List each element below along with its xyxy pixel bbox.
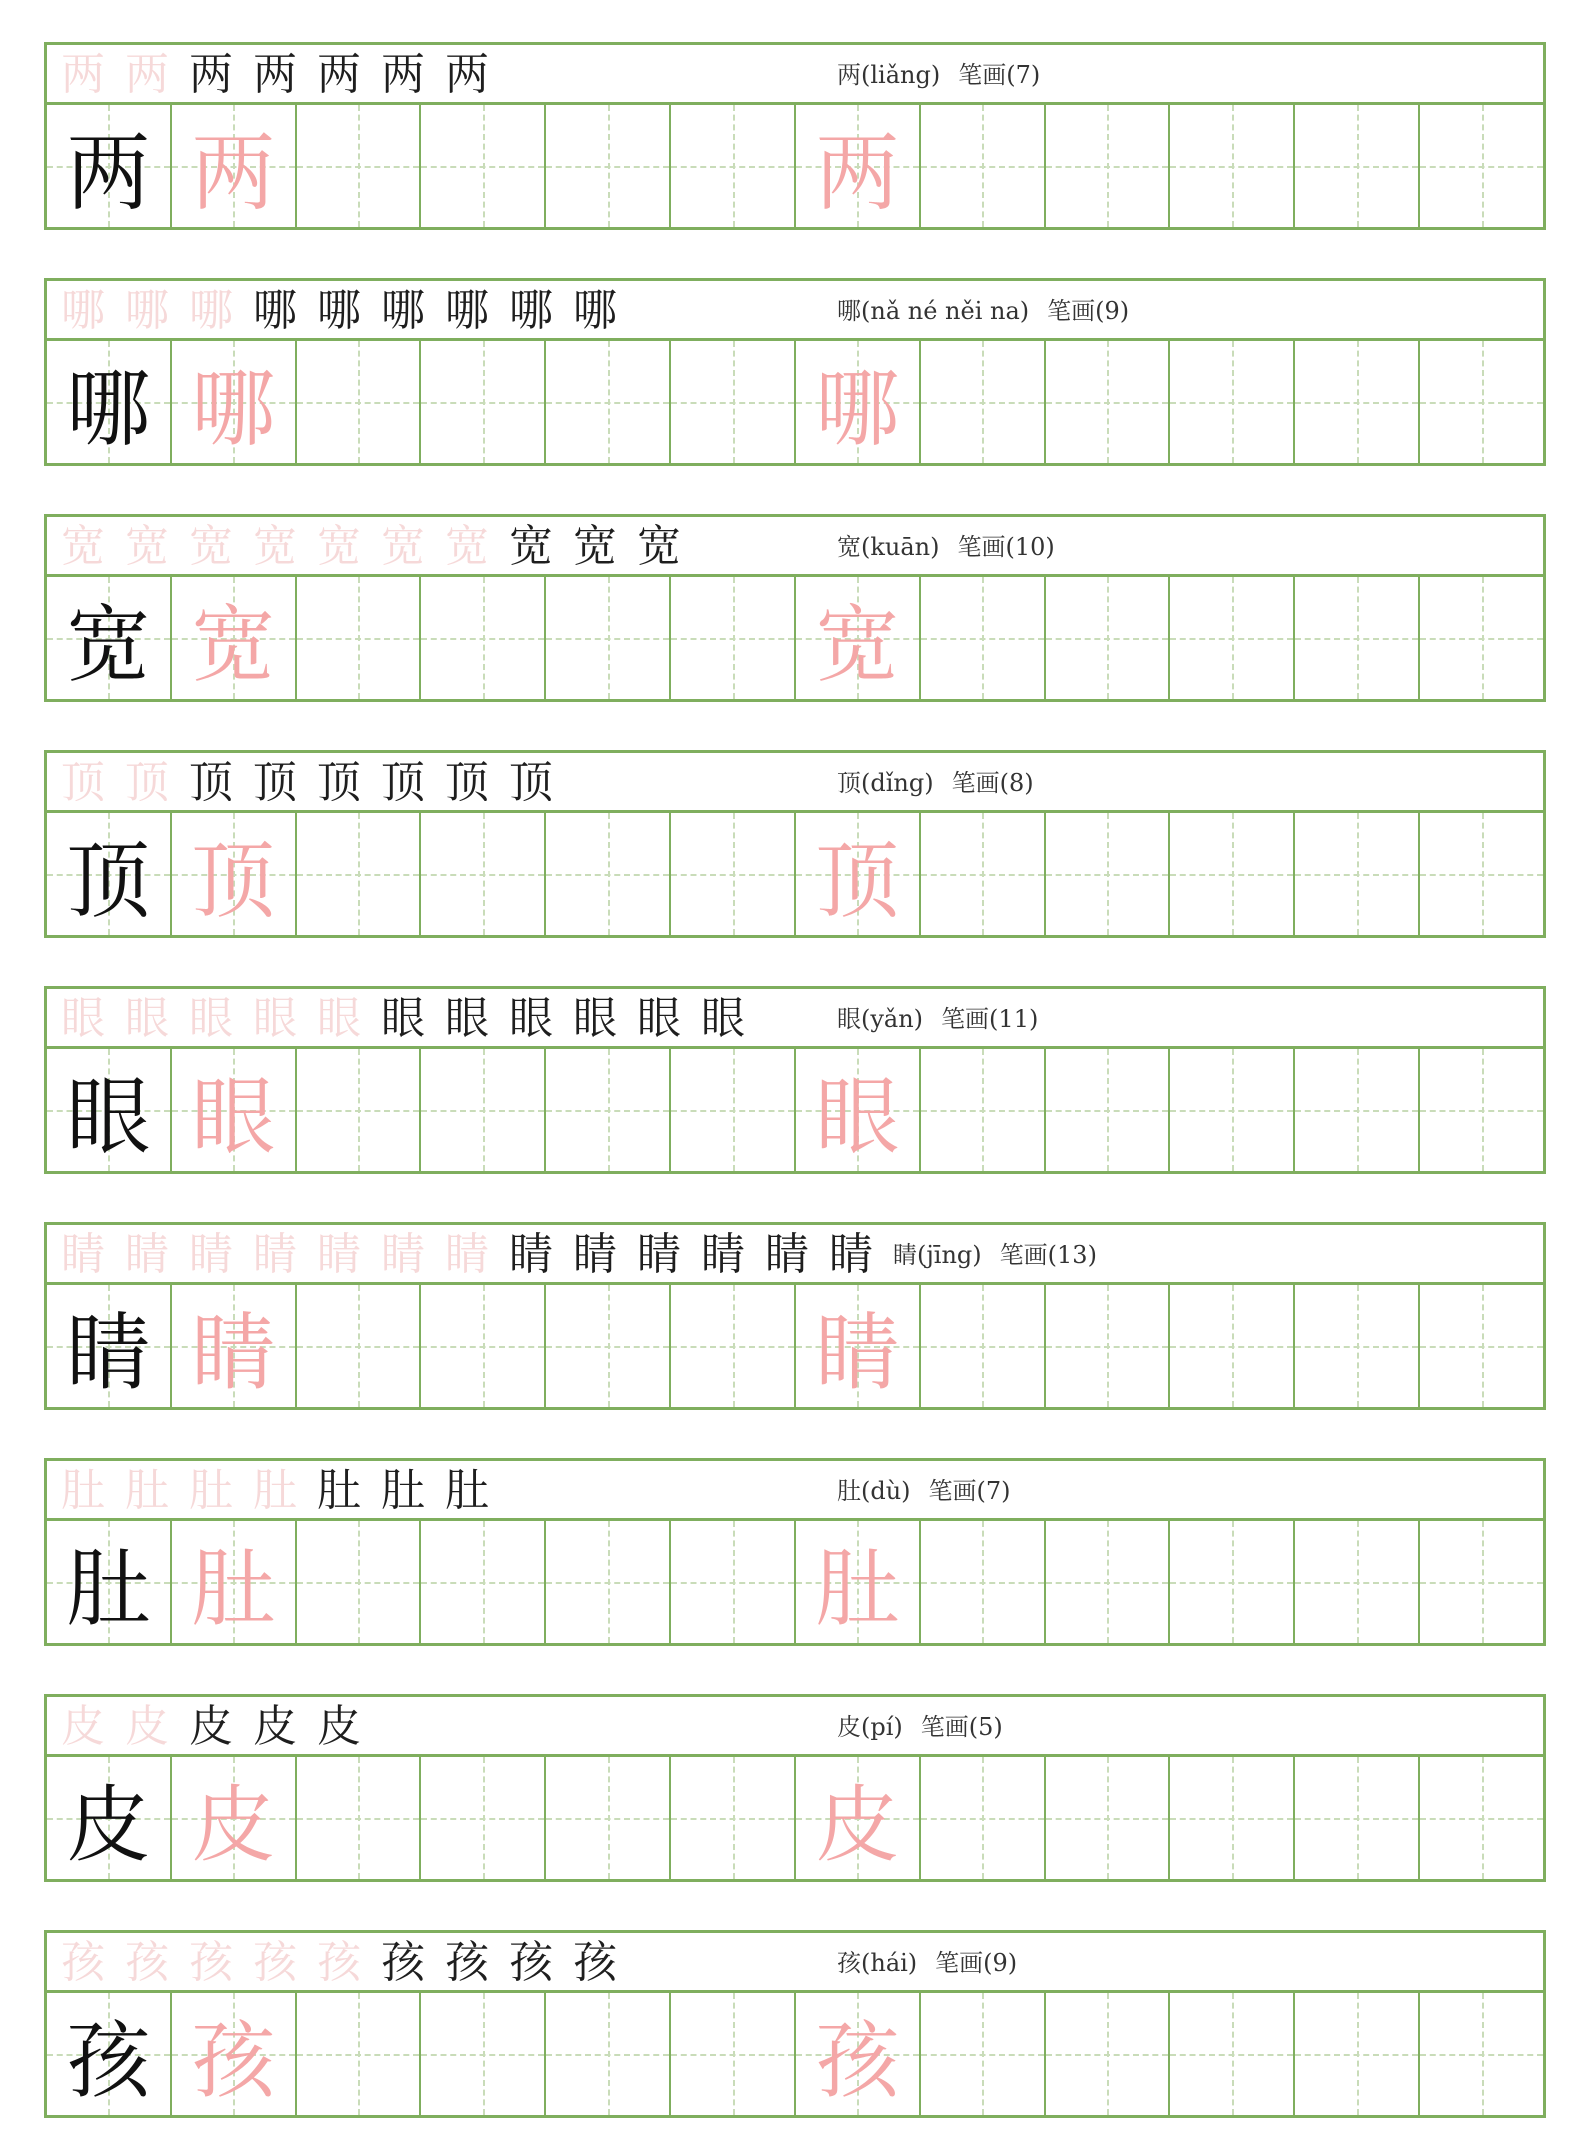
- stroke-step-char: 顶: [253, 757, 297, 808]
- stroke-step-char: 睛: [509, 1229, 553, 1280]
- empty-cell: [1420, 1993, 1543, 2115]
- stroke-step-char: 哪: [317, 285, 361, 336]
- empty-cell: [546, 1285, 671, 1407]
- char-block-7: [44, 1458, 1546, 1646]
- stroke-count-label: 笔画(11): [941, 1005, 1039, 1033]
- empty-cell: [421, 577, 546, 699]
- char-info: [837, 1943, 1017, 1983]
- empty-cell: [671, 1285, 796, 1407]
- stroke-step-char: 眼: [445, 993, 489, 1044]
- empty-cell: [1170, 1993, 1295, 2115]
- stroke-ghost-char: 眼: [125, 993, 169, 1044]
- trace-char: 睛: [191, 1303, 276, 1402]
- trace-cell: [796, 1993, 921, 2115]
- char-info: [893, 1235, 1097, 1275]
- stroke-step-char: 两: [317, 49, 361, 100]
- stroke-step-char: 肚: [381, 1465, 425, 1516]
- empty-cell: [671, 1993, 796, 2115]
- empty-cell: [297, 1049, 422, 1171]
- empty-cell: [297, 577, 422, 699]
- char-block-6: [44, 1222, 1546, 1410]
- stroke-order: [61, 1229, 879, 1281]
- stroke-step-char: 肚: [317, 1465, 361, 1516]
- stroke-ghost-char: 顶: [61, 757, 105, 808]
- empty-cell: [1046, 1285, 1171, 1407]
- trace-char: 眼: [191, 1067, 276, 1166]
- model-cell: [47, 1049, 172, 1171]
- empty-cell: [921, 1521, 1046, 1643]
- practice-grid: [47, 813, 1543, 935]
- model-char: 肚: [66, 1539, 151, 1638]
- model-cell: [47, 341, 172, 463]
- stroke-step-char: 两: [445, 49, 489, 100]
- stroke-step-char: 孩: [381, 1937, 425, 1988]
- empty-cell: [297, 813, 422, 935]
- stroke-ghost-char: 孩: [253, 1937, 297, 1988]
- stroke-ghost-char: 眼: [61, 993, 105, 1044]
- stroke-step-char: 孩: [509, 1937, 553, 1988]
- empty-cell: [1046, 341, 1171, 463]
- trace-cell: [172, 577, 297, 699]
- pinyin-label: 睛(jīng): [893, 1241, 982, 1269]
- empty-cell: [546, 813, 671, 935]
- char-block-1: [44, 42, 1546, 230]
- stroke-ghost-char: 哪: [61, 285, 105, 336]
- empty-cell: [421, 813, 546, 935]
- char-info: [837, 1707, 1003, 1747]
- stroke-ghost-char: 眼: [189, 993, 233, 1044]
- stroke-step-char: 皮: [189, 1701, 233, 1752]
- stroke-step-char: 两: [253, 49, 297, 100]
- empty-cell: [1170, 1049, 1295, 1171]
- empty-cell: [1295, 341, 1420, 463]
- empty-cell: [1295, 1521, 1420, 1643]
- empty-cell: [297, 1993, 422, 2115]
- stroke-ghost-char: 哪: [125, 285, 169, 336]
- trace-char: 肚: [191, 1539, 276, 1638]
- empty-cell: [921, 1285, 1046, 1407]
- stroke-step-char: 眼: [381, 993, 425, 1044]
- stroke-count-label: 笔画(7): [928, 1477, 1011, 1505]
- empty-cell: [1295, 1049, 1420, 1171]
- char-info: [837, 55, 1040, 95]
- empty-cell: [421, 1049, 546, 1171]
- stroke-ghost-char: 宽: [317, 521, 361, 572]
- model-char: 宽: [66, 595, 151, 694]
- stroke-step-char: 哪: [381, 285, 425, 336]
- empty-cell: [1046, 1049, 1171, 1171]
- char-header: [47, 517, 1543, 577]
- stroke-step-char: 孩: [445, 1937, 489, 1988]
- trace-char: 两: [191, 123, 276, 222]
- stroke-step-char: 睛: [765, 1229, 809, 1280]
- char-info: [837, 1471, 1011, 1511]
- stroke-step-char: 两: [381, 49, 425, 100]
- empty-cell: [546, 1049, 671, 1171]
- stroke-step-char: 睛: [829, 1229, 873, 1280]
- trace-cell: [796, 1757, 921, 1879]
- model-char: 两: [66, 123, 151, 222]
- empty-cell: [921, 1757, 1046, 1879]
- stroke-count-label: 笔画(8): [951, 769, 1034, 797]
- empty-cell: [1420, 813, 1543, 935]
- stroke-ghost-char: 孩: [317, 1937, 361, 1988]
- trace-char: 哪: [815, 359, 900, 458]
- trace-char: 孩: [191, 2011, 276, 2110]
- char-header: [47, 1225, 1543, 1285]
- empty-cell: [1295, 1285, 1420, 1407]
- char-info: [837, 291, 1129, 331]
- stroke-count-label: 笔画(7): [958, 61, 1041, 89]
- stroke-step-char: 皮: [253, 1701, 297, 1752]
- empty-cell: [546, 1757, 671, 1879]
- empty-cell: [671, 105, 796, 227]
- trace-char: 宽: [815, 595, 900, 694]
- stroke-ghost-char: 皮: [61, 1701, 105, 1752]
- empty-cell: [1295, 1993, 1420, 2115]
- stroke-order: [61, 1701, 367, 1753]
- pinyin-label: 顶(dǐng): [837, 769, 934, 797]
- empty-cell: [921, 341, 1046, 463]
- trace-cell: [796, 1521, 921, 1643]
- empty-cell: [1295, 577, 1420, 699]
- empty-cell: [546, 341, 671, 463]
- empty-cell: [1295, 813, 1420, 935]
- empty-cell: [1295, 1757, 1420, 1879]
- practice-grid: [47, 1049, 1543, 1171]
- trace-cell: [172, 1049, 297, 1171]
- stroke-ghost-char: 眼: [253, 993, 297, 1044]
- stroke-step-char: 顶: [189, 757, 233, 808]
- pinyin-label: 宽(kuān): [837, 533, 940, 561]
- trace-char: 睛: [815, 1303, 900, 1402]
- model-char: 孩: [66, 2011, 151, 2110]
- empty-cell: [671, 813, 796, 935]
- stroke-step-char: 哪: [445, 285, 489, 336]
- trace-cell: [172, 1521, 297, 1643]
- practice-grid: [47, 105, 1543, 227]
- model-char: 睛: [66, 1303, 151, 1402]
- trace-cell: [172, 1993, 297, 2115]
- empty-cell: [921, 1993, 1046, 2115]
- stroke-ghost-char: 睛: [125, 1229, 169, 1280]
- empty-cell: [1046, 1993, 1171, 2115]
- stroke-ghost-char: 睛: [61, 1229, 105, 1280]
- empty-cell: [671, 577, 796, 699]
- trace-cell: [796, 105, 921, 227]
- char-block-2: [44, 278, 1546, 466]
- trace-char: 两: [815, 123, 900, 222]
- char-header: [47, 753, 1543, 813]
- stroke-step-char: 顶: [445, 757, 489, 808]
- char-header: [47, 1933, 1543, 1993]
- empty-cell: [1170, 341, 1295, 463]
- empty-cell: [546, 1521, 671, 1643]
- empty-cell: [1046, 813, 1171, 935]
- model-cell: [47, 1993, 172, 2115]
- stroke-ghost-char: 宽: [189, 521, 233, 572]
- stroke-step-char: 眼: [701, 993, 745, 1044]
- empty-cell: [421, 1285, 546, 1407]
- empty-cell: [297, 1285, 422, 1407]
- stroke-count-label: 笔画(9): [935, 1949, 1018, 1977]
- trace-char: 皮: [815, 1775, 900, 1874]
- char-header: [47, 281, 1543, 341]
- empty-cell: [1420, 341, 1543, 463]
- stroke-step-char: 睛: [573, 1229, 617, 1280]
- char-block-9: [44, 1930, 1546, 2118]
- trace-cell: [796, 813, 921, 935]
- stroke-ghost-char: 眼: [317, 993, 361, 1044]
- empty-cell: [1170, 1757, 1295, 1879]
- trace-char: 皮: [191, 1775, 276, 1874]
- stroke-ghost-char: 宽: [381, 521, 425, 572]
- stroke-ghost-char: 宽: [445, 521, 489, 572]
- empty-cell: [921, 105, 1046, 227]
- trace-cell: [172, 813, 297, 935]
- trace-char: 肚: [815, 1539, 900, 1638]
- stroke-ghost-char: 睛: [445, 1229, 489, 1280]
- empty-cell: [1046, 1521, 1171, 1643]
- stroke-order: [61, 521, 687, 573]
- stroke-step-char: 宽: [573, 521, 617, 572]
- stroke-step-char: 哪: [509, 285, 553, 336]
- stroke-ghost-char: 肚: [189, 1465, 233, 1516]
- empty-cell: [297, 1521, 422, 1643]
- empty-cell: [421, 1757, 546, 1879]
- model-cell: [47, 813, 172, 935]
- stroke-order: [61, 285, 623, 337]
- trace-char: 眼: [815, 1067, 900, 1166]
- trace-cell: [796, 341, 921, 463]
- stroke-ghost-char: 肚: [125, 1465, 169, 1516]
- model-char: 顶: [66, 831, 151, 930]
- char-header: [47, 45, 1543, 105]
- stroke-step-char: 顶: [509, 757, 553, 808]
- stroke-ghost-char: 睛: [189, 1229, 233, 1280]
- stroke-ghost-char: 肚: [61, 1465, 105, 1516]
- trace-cell: [796, 1285, 921, 1407]
- trace-cell: [172, 1757, 297, 1879]
- trace-char: 孩: [815, 2011, 900, 2110]
- empty-cell: [421, 341, 546, 463]
- practice-grid: [47, 1285, 1543, 1407]
- empty-cell: [421, 105, 546, 227]
- empty-cell: [1420, 105, 1543, 227]
- empty-cell: [546, 105, 671, 227]
- trace-cell: [172, 1285, 297, 1407]
- model-char: 哪: [66, 359, 151, 458]
- stroke-step-char: 宽: [637, 521, 681, 572]
- stroke-ghost-char: 宽: [253, 521, 297, 572]
- trace-char: 顶: [191, 831, 276, 930]
- pinyin-label: 孩(hái): [837, 1949, 918, 1977]
- empty-cell: [297, 105, 422, 227]
- practice-grid: [47, 1993, 1543, 2115]
- empty-cell: [921, 1049, 1046, 1171]
- stroke-ghost-char: 孩: [189, 1937, 233, 1988]
- empty-cell: [1295, 105, 1420, 227]
- stroke-ghost-char: 宽: [61, 521, 105, 572]
- practice-grid: [47, 1757, 1543, 1879]
- practice-grid: [47, 341, 1543, 463]
- stroke-ghost-char: 孩: [125, 1937, 169, 1988]
- trace-cell: [796, 1049, 921, 1171]
- stroke-ghost-char: 睛: [253, 1229, 297, 1280]
- char-header: [47, 1461, 1543, 1521]
- practice-grid: [47, 1521, 1543, 1643]
- pinyin-label: 眼(yǎn): [837, 1005, 924, 1033]
- stroke-step-char: 眼: [573, 993, 617, 1044]
- empty-cell: [671, 1049, 796, 1171]
- empty-cell: [671, 1757, 796, 1879]
- trace-cell: [172, 105, 297, 227]
- empty-cell: [1170, 105, 1295, 227]
- empty-cell: [1420, 1521, 1543, 1643]
- empty-cell: [1046, 577, 1171, 699]
- stroke-order: [61, 1937, 623, 1989]
- stroke-ghost-char: 睛: [317, 1229, 361, 1280]
- char-info: [837, 763, 1034, 803]
- pinyin-label: 皮(pí): [837, 1713, 903, 1741]
- pinyin-label: 哪(nǎ né něi na): [837, 297, 1030, 325]
- stroke-order: [61, 993, 751, 1045]
- empty-cell: [421, 1521, 546, 1643]
- empty-cell: [297, 341, 422, 463]
- empty-cell: [1420, 577, 1543, 699]
- stroke-step-char: 顶: [381, 757, 425, 808]
- trace-char: 宽: [191, 595, 276, 694]
- stroke-ghost-char: 睛: [381, 1229, 425, 1280]
- empty-cell: [1420, 1285, 1543, 1407]
- char-block-3: [44, 514, 1546, 702]
- empty-cell: [1170, 813, 1295, 935]
- stroke-step-char: 眼: [509, 993, 553, 1044]
- empty-cell: [297, 1757, 422, 1879]
- stroke-step-char: 顶: [317, 757, 361, 808]
- stroke-step-char: 哪: [573, 285, 617, 336]
- stroke-ghost-char: 孩: [61, 1937, 105, 1988]
- char-block-4: [44, 750, 1546, 938]
- stroke-order: [61, 1465, 495, 1517]
- empty-cell: [1170, 577, 1295, 699]
- empty-cell: [1046, 105, 1171, 227]
- trace-cell: [172, 341, 297, 463]
- stroke-step-char: 孩: [573, 1937, 617, 1988]
- empty-cell: [546, 577, 671, 699]
- empty-cell: [1170, 1285, 1295, 1407]
- stroke-ghost-char: 两: [61, 49, 105, 100]
- empty-cell: [1420, 1757, 1543, 1879]
- stroke-ghost-char: 肚: [253, 1465, 297, 1516]
- model-cell: [47, 1521, 172, 1643]
- stroke-step-char: 宽: [509, 521, 553, 572]
- char-header: [47, 989, 1543, 1049]
- stroke-count-label: 笔画(9): [1047, 297, 1130, 325]
- stroke-count-label: 笔画(5): [920, 1713, 1003, 1741]
- stroke-count-label: 笔画(10): [957, 533, 1055, 561]
- stroke-count-label: 笔画(13): [999, 1241, 1097, 1269]
- stroke-ghost-char: 顶: [125, 757, 169, 808]
- empty-cell: [671, 1521, 796, 1643]
- empty-cell: [921, 813, 1046, 935]
- stroke-step-char: 睛: [637, 1229, 681, 1280]
- practice-grid: [47, 577, 1543, 699]
- trace-char: 哪: [191, 359, 276, 458]
- model-cell: [47, 1757, 172, 1879]
- empty-cell: [421, 1993, 546, 2115]
- stroke-ghost-char: 皮: [125, 1701, 169, 1752]
- char-block-8: [44, 1694, 1546, 1882]
- char-info: [837, 999, 1038, 1039]
- empty-cell: [1420, 1049, 1543, 1171]
- model-cell: [47, 1285, 172, 1407]
- pinyin-label: 两(liǎng): [837, 61, 941, 89]
- stroke-step-char: 肚: [445, 1465, 489, 1516]
- stroke-step-char: 两: [189, 49, 233, 100]
- pinyin-label: 肚(dù): [837, 1477, 911, 1505]
- empty-cell: [671, 341, 796, 463]
- stroke-step-char: 睛: [701, 1229, 745, 1280]
- model-char: 皮: [66, 1775, 151, 1874]
- model-char: 眼: [66, 1067, 151, 1166]
- empty-cell: [921, 577, 1046, 699]
- empty-cell: [546, 1993, 671, 2115]
- model-cell: [47, 105, 172, 227]
- trace-char: 顶: [815, 831, 900, 930]
- stroke-ghost-char: 哪: [189, 285, 233, 336]
- empty-cell: [1170, 1521, 1295, 1643]
- stroke-step-char: 哪: [253, 285, 297, 336]
- char-header: [47, 1697, 1543, 1757]
- stroke-order: [61, 49, 495, 101]
- stroke-ghost-char: 两: [125, 49, 169, 100]
- trace-cell: [796, 577, 921, 699]
- stroke-order: [61, 757, 559, 809]
- model-cell: [47, 577, 172, 699]
- char-info: [837, 527, 1055, 567]
- char-block-5: [44, 986, 1546, 1174]
- empty-cell: [1046, 1757, 1171, 1879]
- stroke-step-char: 皮: [317, 1701, 361, 1752]
- stroke-ghost-char: 宽: [125, 521, 169, 572]
- stroke-step-char: 眼: [637, 993, 681, 1044]
